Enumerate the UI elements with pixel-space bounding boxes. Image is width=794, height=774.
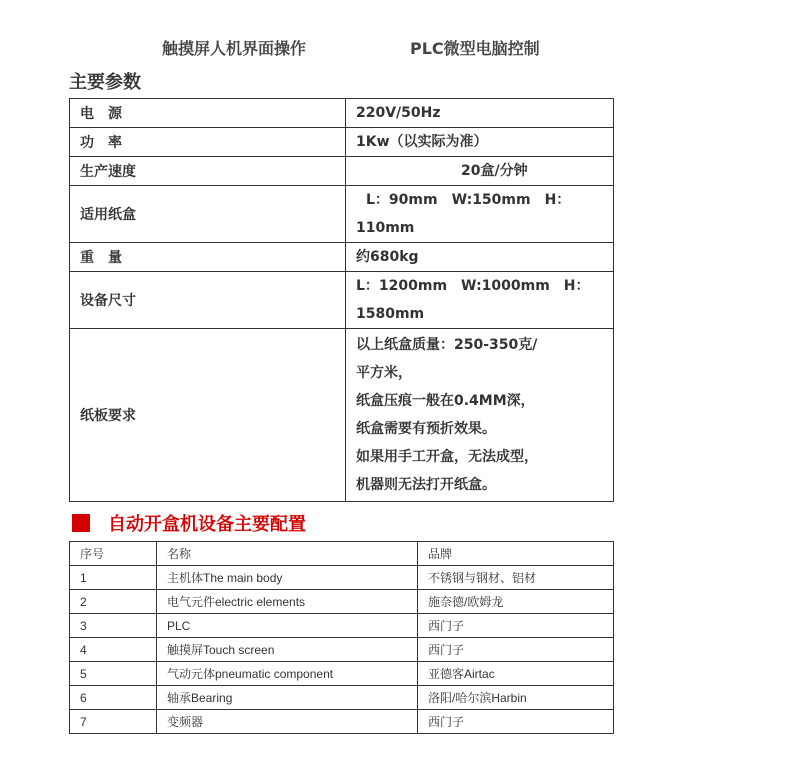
- param-label: 生产速度: [70, 157, 346, 186]
- param-value-line: 110mm: [356, 220, 415, 236]
- row-brand: 西门子: [418, 638, 614, 662]
- feature-plc: PLC微型电脑控制: [410, 39, 540, 58]
- feature-touchscreen: 触摸屏人机界面操作: [162, 39, 307, 58]
- param-value: [346, 329, 614, 502]
- param-value: 220V/50Hz: [346, 99, 614, 128]
- table-row: [70, 614, 614, 638]
- table-row: [70, 710, 614, 734]
- row-name: 变频器: [157, 710, 418, 734]
- param-value: [346, 186, 614, 243]
- row-index: 4: [70, 638, 157, 662]
- params-row: [70, 329, 614, 502]
- config-title: 自动开盒机设备主要配置: [108, 514, 306, 535]
- param-value-line: 机器则无法打开纸盒。: [356, 477, 496, 493]
- table-row: [70, 662, 614, 686]
- param-value-line: 1580mm: [356, 306, 425, 322]
- params-row: [70, 157, 614, 186]
- row-brand: 西门子: [418, 710, 614, 734]
- param-value: 1Kw（以实际为准）: [346, 128, 614, 157]
- param-label: 纸板要求: [70, 329, 346, 502]
- config-heading: [72, 510, 306, 536]
- param-value: 20盒/分钟: [346, 157, 614, 186]
- row-name: 电气元件electric elements: [157, 590, 418, 614]
- column-header: 序号: [70, 542, 157, 566]
- param-label: 电 源: [70, 99, 346, 128]
- row-brand: 不锈钢与钢材、铝材: [418, 566, 614, 590]
- param-label: 适用纸盒: [70, 186, 346, 243]
- config-header-row: [70, 542, 614, 566]
- params-row: [70, 128, 614, 157]
- row-name: PLC: [157, 614, 418, 638]
- params-title: 主要参数: [69, 72, 141, 93]
- column-header: 名称: [157, 542, 418, 566]
- row-index: 3: [70, 614, 157, 638]
- param-value-line: 如果用手工开盒，无法成型，: [356, 449, 538, 465]
- row-index: 2: [70, 590, 157, 614]
- config-table: [69, 541, 614, 734]
- param-label: 重 量: [70, 243, 346, 272]
- param-value: [346, 272, 614, 329]
- param-value-line: 纸盒需要有预折效果。: [356, 421, 496, 437]
- row-brand: 洛阳/哈尔滨Harbin: [418, 686, 614, 710]
- red-square-icon: [72, 514, 90, 532]
- param-label: 设备尺寸: [70, 272, 346, 329]
- params-row: [70, 272, 614, 329]
- param-label: 功 率: [70, 128, 346, 157]
- table-row: [70, 686, 614, 710]
- param-value-line: 平方米，: [356, 365, 412, 381]
- row-name: 主机体The main body: [157, 566, 418, 590]
- params-row: [70, 243, 614, 272]
- row-index: 5: [70, 662, 157, 686]
- row-name: 气动元体pneumatic component: [157, 662, 418, 686]
- table-row: [70, 566, 614, 590]
- row-name: 触摸屏Touch screen: [157, 638, 418, 662]
- param-value: 约680kg: [346, 243, 614, 272]
- row-brand: 西门子: [418, 614, 614, 638]
- row-name: 轴承Bearing: [157, 686, 418, 710]
- table-row: [70, 590, 614, 614]
- params-row: [70, 186, 614, 243]
- row-index: 6: [70, 686, 157, 710]
- param-value-line: L：90mm W:150mm H：: [366, 192, 571, 208]
- row-index: 7: [70, 710, 157, 734]
- param-value-line: 纸盒压痕一般在0.4MM深，: [356, 393, 535, 409]
- row-brand: 亚德客Airtac: [418, 662, 614, 686]
- param-value-line: L：1200mm W:1000mm H：: [356, 278, 590, 294]
- params-row: [70, 99, 614, 128]
- row-brand: 施奈德/欧姆龙: [418, 590, 614, 614]
- row-index: 1: [70, 566, 157, 590]
- table-row: [70, 638, 614, 662]
- param-value-line: 以上纸盒质量：250-350克/: [356, 337, 538, 353]
- params-table: [69, 98, 614, 502]
- column-header: 品牌: [418, 542, 614, 566]
